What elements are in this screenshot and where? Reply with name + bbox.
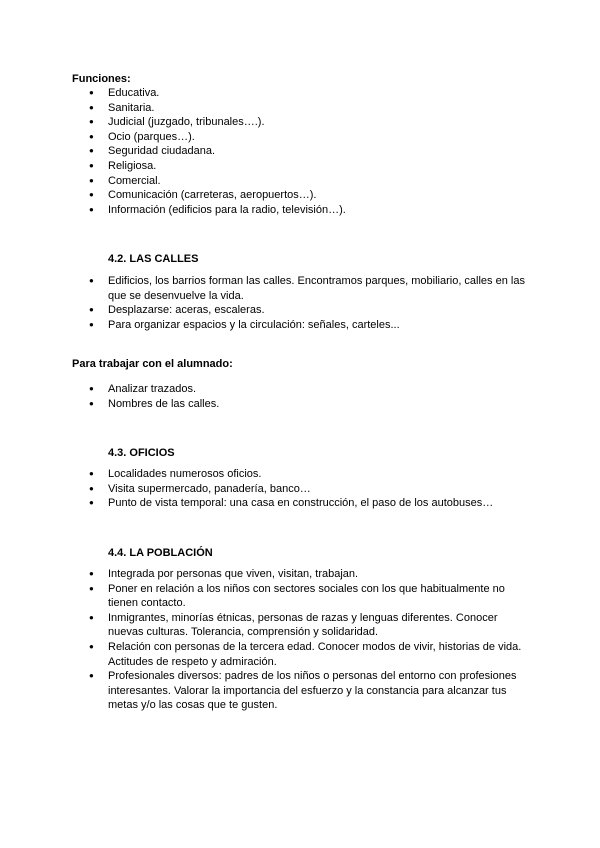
section-title-poblacion: 4.4. LA POBLACIÓN (108, 547, 213, 559)
list-item: ● Sanitaria. (0, 101, 600, 116)
list-item: ● Analizar trazados. (0, 382, 600, 397)
list-item: ● Para organizar espacios y la circulación: señales, carteles... (0, 318, 600, 333)
list-item: ● Profesionales diversos: padres de los niños o personas del entorno con profesiones interesantes. Valorar la importancia del esfuerzo y la constancia para alcanzar tus metas y/o las cosas que te gusten. (0, 669, 600, 713)
funciones-list (0, 86, 600, 217)
section-title-oficios: 4.3. OFICIOS (108, 447, 175, 459)
list-item: ● Visita supermercado, panadería, banco… (0, 482, 600, 497)
list-item: ● Nombres de las calles. (0, 397, 600, 412)
list-item: ● Información (edificios para la radio, televisión…). (0, 203, 600, 218)
list-item: ● Seguridad ciudadana. (0, 144, 600, 159)
list-item: ● Integrada por personas que viven, visitan, trabajan. (0, 567, 600, 582)
list-item: ● Desplazarse: aceras, escaleras. (0, 303, 600, 318)
list-item: ● Ocio (parques…). (0, 130, 600, 145)
list-item: ● Comunicación (carreteras, aeropuertos…). (0, 188, 600, 203)
poblacion-list (0, 567, 600, 713)
alumnado-list (0, 382, 600, 411)
oficios-list (0, 467, 600, 511)
list-item: ● Religiosa. (0, 159, 600, 174)
funciones-heading: Funciones: (72, 73, 131, 85)
section-title-calles: 4.2. LAS CALLES (108, 253, 199, 265)
list-item: ● Comercial. (0, 174, 600, 189)
list-item: ● Edificios, los barrios forman las calles. Encontramos parques, mobiliario, calles en las que se desenvuelve la vida. (0, 274, 600, 303)
list-item: ● Poner en relación a los niños con sectores sociales con los que habitualmente no tienen contacto. (0, 582, 600, 611)
list-item: ● Educativa. (0, 86, 600, 101)
list-item: ● Inmigrantes, minorías étnicas, personas de razas y lenguas diferentes. Conocer nuevas culturas. Tolerancia, comprensión y solidaridad. (0, 611, 600, 640)
list-item: ● Punto de vista temporal: una casa en construcción, el paso de los autobuses… (0, 496, 600, 511)
list-item: ● Localidades numerosos oficios. (0, 467, 600, 482)
alumnado-heading: Para trabajar con el alumnado: (72, 358, 233, 370)
list-item: ● Relación con personas de la tercera edad. Conocer modos de vivir, historias de vida. Actitudes de respeto y admiración. (0, 640, 600, 669)
list-item: ● Judicial (juzgado, tribunales….). (0, 115, 600, 130)
calles-list (0, 274, 600, 332)
